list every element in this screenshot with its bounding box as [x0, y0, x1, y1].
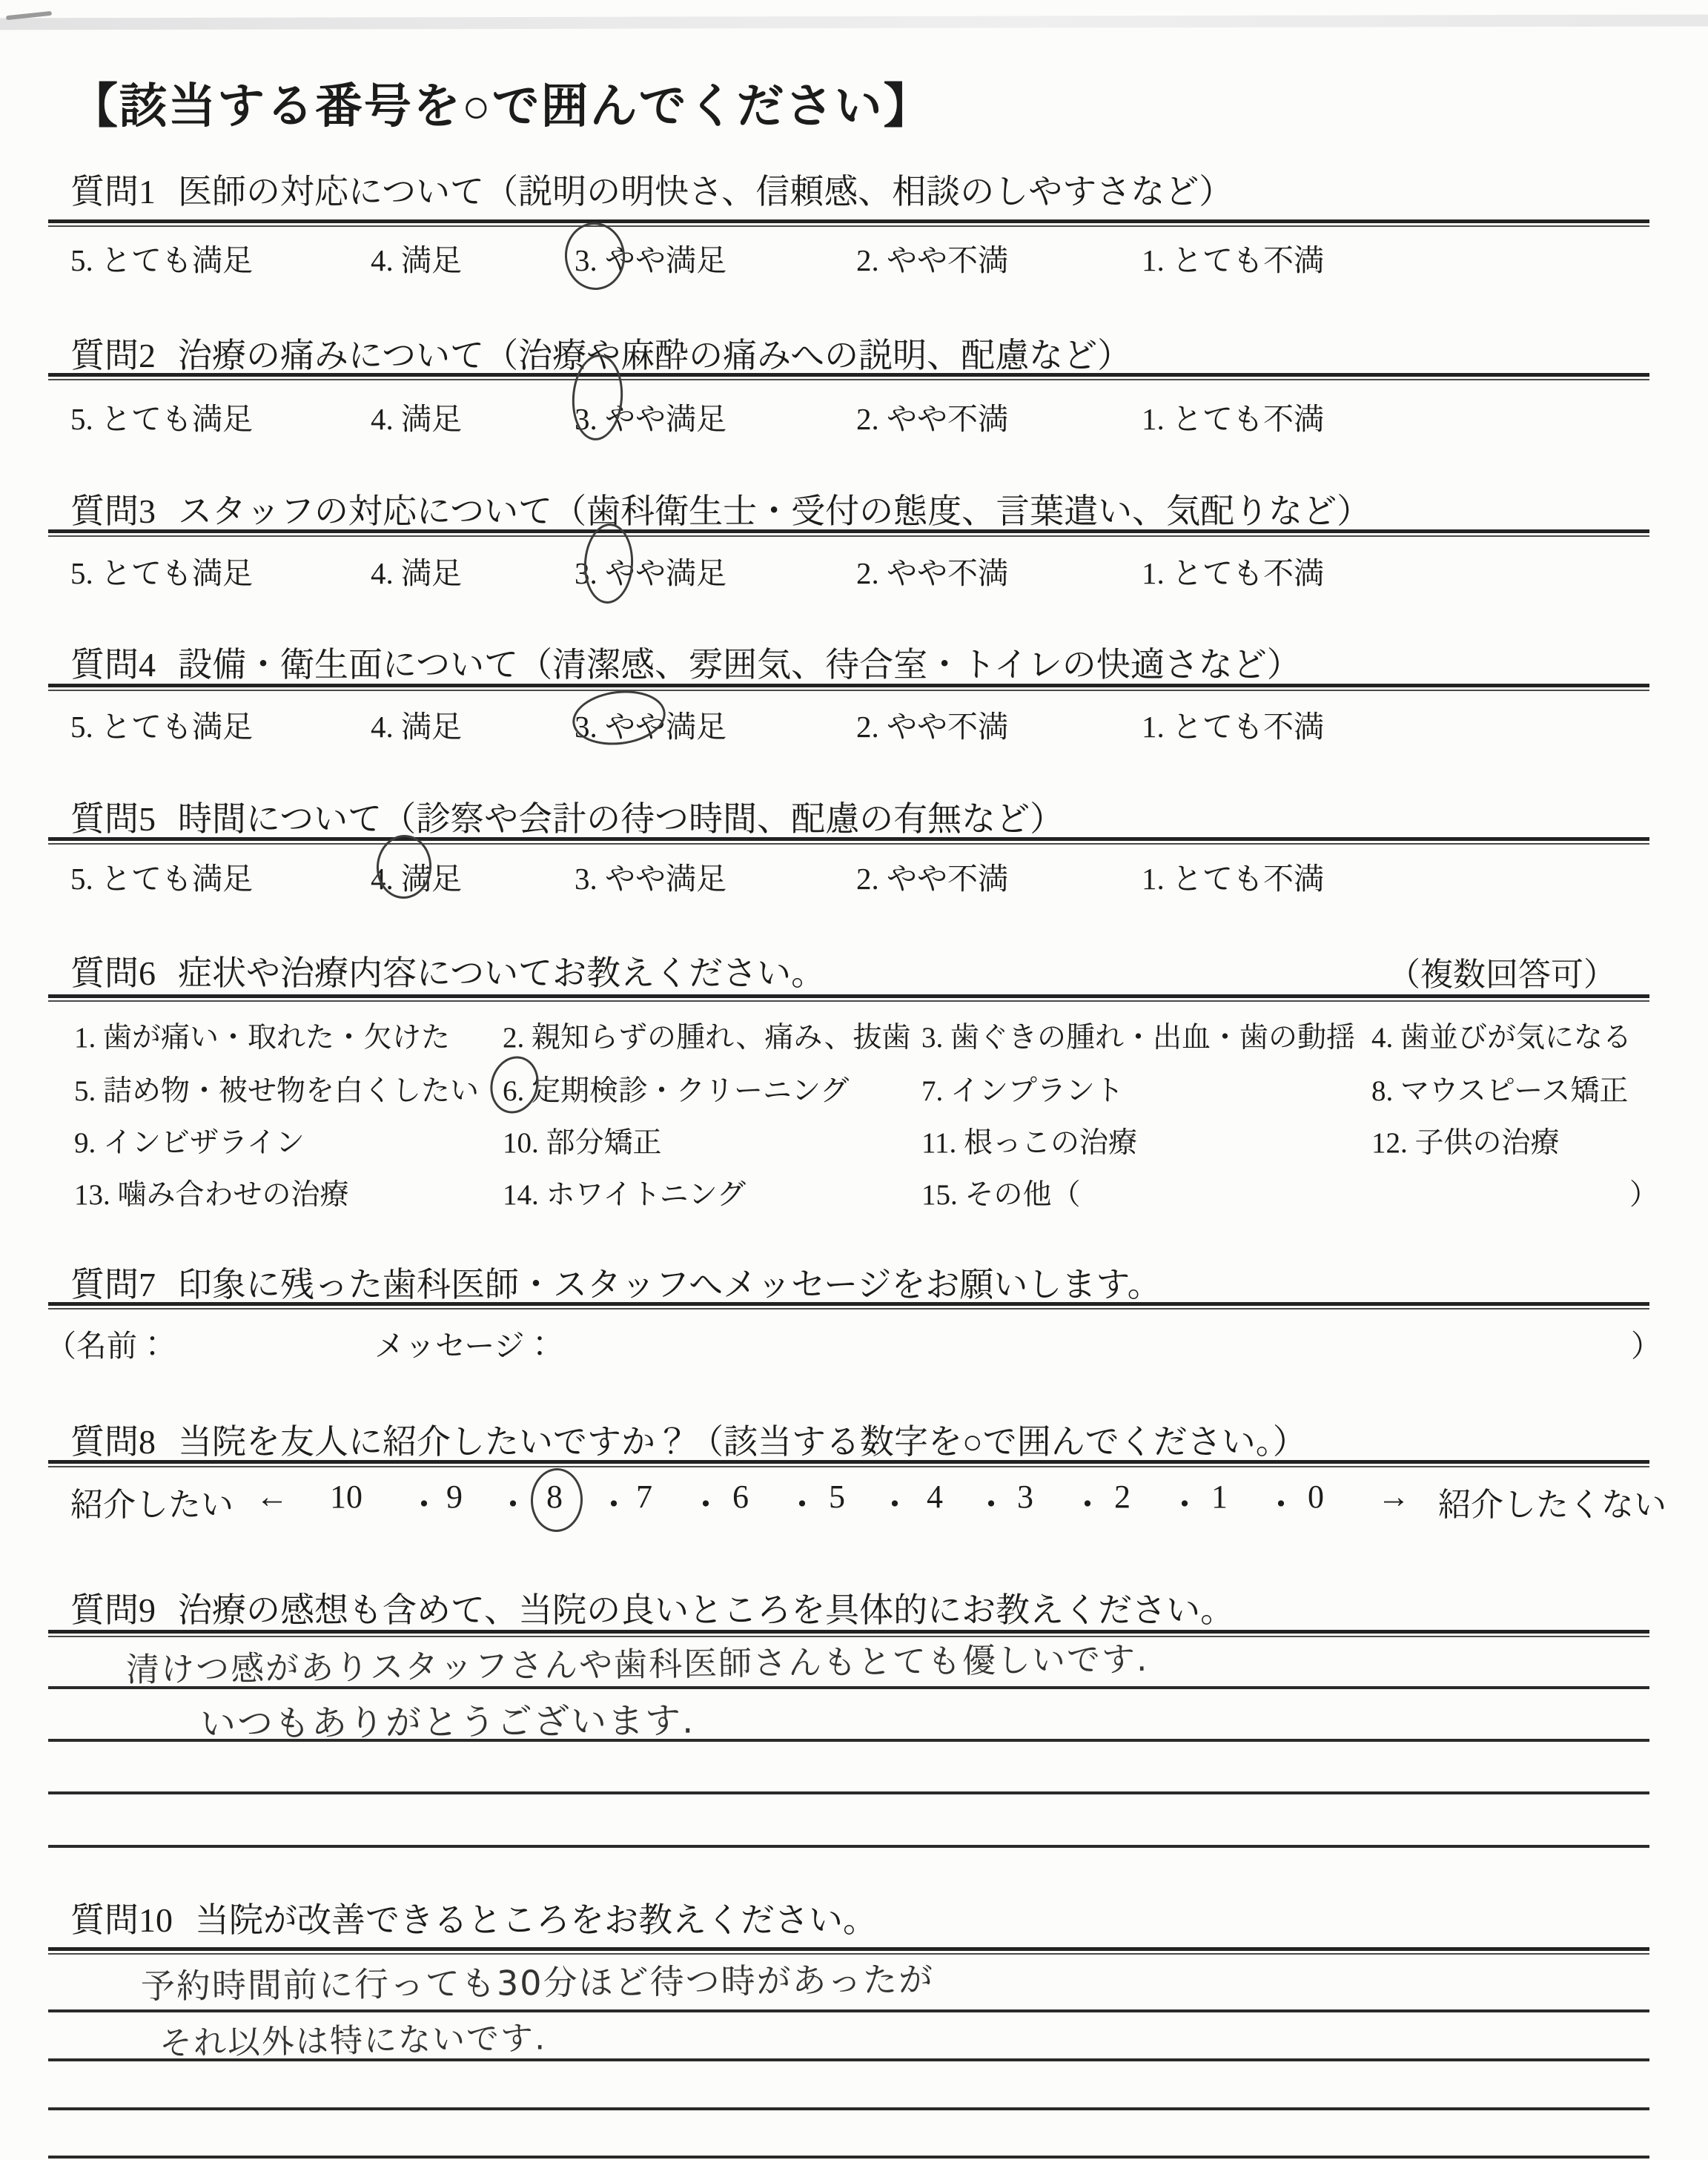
question-5-label: 質問5: [70, 800, 156, 838]
q8-dot: ・: [497, 1487, 529, 1523]
q8-dot: ・: [1071, 1487, 1104, 1523]
question-5-header: [70, 792, 1064, 841]
question-4-label: 質問4: [70, 646, 156, 684]
q4-option-2: 2. やや不満: [856, 710, 1008, 744]
question-1-label: 質問1: [70, 173, 156, 211]
q6-item-10: 10. 部分矯正: [503, 1127, 662, 1159]
question-7-header: [70, 1258, 1162, 1307]
question-10-title: 当院が改善できるところをお教えください。: [195, 1901, 877, 1939]
q6-item-5: 5. 詰め物・被せ物を白くしたい: [74, 1075, 480, 1107]
q10-handwritten-answer-line-2: それ以外は特にないです.: [159, 2019, 547, 2063]
q4-option-3: 3. やや満足: [575, 710, 726, 744]
divider-rule: [48, 219, 1649, 227]
question-10-header: [70, 1893, 877, 1942]
question-8-title: 当院を友人に紹介したいですか？（該当する数字を○で囲んでください。）: [178, 1423, 1307, 1461]
q8-dot: ・: [878, 1487, 911, 1523]
q3-option-1: 1. とても不満: [1142, 556, 1324, 590]
question-9-header: [70, 1583, 1234, 1632]
q6-item-7: 7. インプラント: [921, 1075, 1125, 1107]
question-4-title: 設備・衛生面について（清潔感、雰囲気、待合室・トイレの快適さなど）: [178, 646, 1301, 684]
q4-option-5: 5. とても満足: [70, 710, 253, 744]
answer-line: [48, 2009, 1649, 2012]
q8-dot: ・: [689, 1487, 722, 1523]
divider-rule: [48, 1460, 1649, 1467]
q8-left-label: 紹介したい: [70, 1487, 234, 1523]
answer-line: [48, 2107, 1649, 2110]
question-6-header: [70, 946, 825, 995]
q4-option-4: 4. 満足: [371, 710, 462, 744]
answer-line: [48, 1686, 1649, 1689]
question-3-header: [70, 484, 1371, 533]
divider-rule: [48, 994, 1649, 1002]
q5-option-1: 1. とても不満: [1142, 862, 1324, 896]
page-title: 【該当する番号を○で囲んでください】: [70, 80, 933, 133]
q5-option-4: 4. 満足: [371, 862, 462, 896]
q9-handwritten-answer-line-2: いつもありがとうございます.: [199, 1700, 695, 1745]
q8-number-10: 10: [330, 1479, 363, 1515]
q2-option-2: 2. やや不満: [856, 402, 1008, 436]
question-2-title: 治療の痛みについて（治療や麻酔の痛みへの説明、配慮など）: [178, 337, 1132, 374]
q8-number-5: 5: [829, 1479, 845, 1515]
divider-rule: [48, 837, 1649, 845]
question-8-label: 質問8: [70, 1423, 156, 1461]
divider-rule: [48, 1302, 1649, 1309]
q8-number-4: 4: [927, 1479, 943, 1515]
q7-message-label: メッセージ：: [374, 1329, 555, 1363]
q2-option-4: 4. 満足: [371, 402, 462, 436]
q8-dot: ・: [598, 1487, 630, 1523]
question-7-label: 質問7: [70, 1266, 156, 1304]
divider-rule: [48, 373, 1649, 380]
divider-rule: [48, 684, 1649, 691]
q8-dot: ・: [1265, 1487, 1297, 1523]
q7-close-paren: ）: [1631, 1329, 1661, 1363]
q4-option-1: 1. とても不満: [1142, 710, 1324, 744]
q8-number-6: 6: [732, 1479, 749, 1515]
q1-option-5: 5. とても満足: [70, 243, 253, 277]
q3-option-5: 5. とても満足: [70, 556, 253, 590]
q6-item-2: 2. 親知らずの腫れ、痛み、抜歯: [503, 1022, 911, 1054]
q8-number-0: 0: [1308, 1479, 1324, 1515]
q3-option-2: 2. やや不満: [856, 556, 1008, 590]
q8-number-8: 8: [546, 1479, 563, 1515]
question-3-title: スタッフの対応について（歯科衛生士・受付の態度、言葉遣い、気配りなど）: [178, 492, 1371, 530]
question-2-label: 質問2: [70, 337, 156, 374]
q5-option-3: 3. やや満足: [575, 862, 726, 896]
q6-item-14: 14. ホワイトニング: [503, 1179, 746, 1211]
question-8-header: [70, 1415, 1307, 1464]
q1-option-3: 3. やや満足: [575, 243, 726, 277]
answer-line: [48, 1739, 1649, 1742]
q2-option-5: 5. とても満足: [70, 402, 253, 436]
question-6-note: （複数回答可）: [1388, 957, 1616, 993]
q1-option-4: 4. 満足: [371, 243, 462, 277]
q8-dot: ・: [408, 1487, 440, 1523]
question-10-label: 質問10: [70, 1901, 173, 1939]
q8-right-arrow-icon: →: [1377, 1479, 1410, 1515]
q6-item-8: 8. マウスピース矯正: [1371, 1075, 1629, 1107]
q8-number-7: 7: [636, 1479, 652, 1515]
q8-number-1: 1: [1211, 1479, 1228, 1515]
q8-dot: ・: [975, 1487, 1007, 1523]
answer-line: [48, 2058, 1649, 2061]
q6-item-9: 9. インビザライン: [74, 1127, 305, 1159]
question-4-header: [70, 638, 1301, 687]
question-6-label: 質問6: [70, 954, 156, 992]
q6-item-6: 6. 定期検診・クリーニング: [503, 1075, 850, 1107]
q6-item-15: 15. その他（: [921, 1179, 1081, 1211]
scan-artifact-band: [0, 15, 1708, 30]
q7-name-label: （名前：: [46, 1329, 168, 1363]
question-9-title: 治療の感想も含めて、当院の良いところを具体的にお教えください。: [178, 1591, 1235, 1629]
question-6-title: 症状や治療内容についてお教えください。: [178, 954, 826, 992]
question-5-title: 時間について（診察や会計の待つ時間、配慮の有無など）: [178, 800, 1065, 838]
question-9-label: 質問9: [70, 1591, 156, 1629]
q6-item-1: 1. 歯が痛い・取れた・欠けた: [74, 1022, 451, 1054]
q5-option-5: 5. とても満足: [70, 862, 253, 896]
question-3-label: 質問3: [70, 492, 156, 530]
answer-line: [48, 1791, 1649, 1794]
q6-item-13: 13. 噛み合わせの治療: [74, 1179, 349, 1211]
divider-rule: [48, 529, 1649, 537]
q8-dot: ・: [786, 1487, 818, 1523]
q8-dot: ・: [1168, 1487, 1201, 1523]
question-7-title: 印象に残った歯科医師・スタッフへメッセージをお願いします。: [178, 1266, 1162, 1304]
q8-number-2: 2: [1114, 1479, 1131, 1515]
q6-item-3: 3. 歯ぐきの腫れ・出血・歯の動揺: [921, 1022, 1356, 1054]
q10-handwritten-answer-line-1: 予約時間前に行っても30分ほど待つ時があったが: [140, 1959, 935, 2007]
q1-option-1: 1. とても不満: [1142, 243, 1324, 277]
q3-option-4: 4. 満足: [371, 556, 462, 590]
answer-line: [48, 2156, 1649, 2159]
q2-option-1: 1. とても不満: [1142, 402, 1324, 436]
answer-line: [48, 1845, 1649, 1848]
q6-item-4: 4. 歯並びが気になる: [1371, 1022, 1632, 1054]
q2-option-3: 3. やや満足: [575, 402, 726, 436]
q6-item-11: 11. 根っこの治療: [921, 1127, 1138, 1159]
q1-option-2: 2. やや不満: [856, 243, 1008, 277]
q3-option-3: 3. やや満足: [575, 556, 726, 590]
question-1-title: 医師の対応について（説明の明快さ、信頼感、相談のしやすさなど）: [178, 173, 1234, 211]
question-1-header: [70, 165, 1233, 214]
q6-item-12: 12. 子供の治療: [1371, 1127, 1560, 1159]
handwritten-circle-q8: [530, 1467, 584, 1533]
q8-left-arrow-icon: ←: [256, 1479, 288, 1515]
q9-handwritten-answer-line-1: 清けつ感がありスタッフさんや歯科医師さんもとても優しいです.: [125, 1639, 1149, 1690]
q8-number-3: 3: [1017, 1479, 1033, 1515]
q8-right-label: 紹介したくない: [1438, 1487, 1666, 1523]
q6-item-15-close-paren: ）: [1629, 1179, 1659, 1211]
q5-option-2: 2. やや不満: [856, 862, 1008, 896]
handwritten-circle-q1: [562, 220, 628, 293]
q8-number-9: 9: [446, 1479, 463, 1515]
